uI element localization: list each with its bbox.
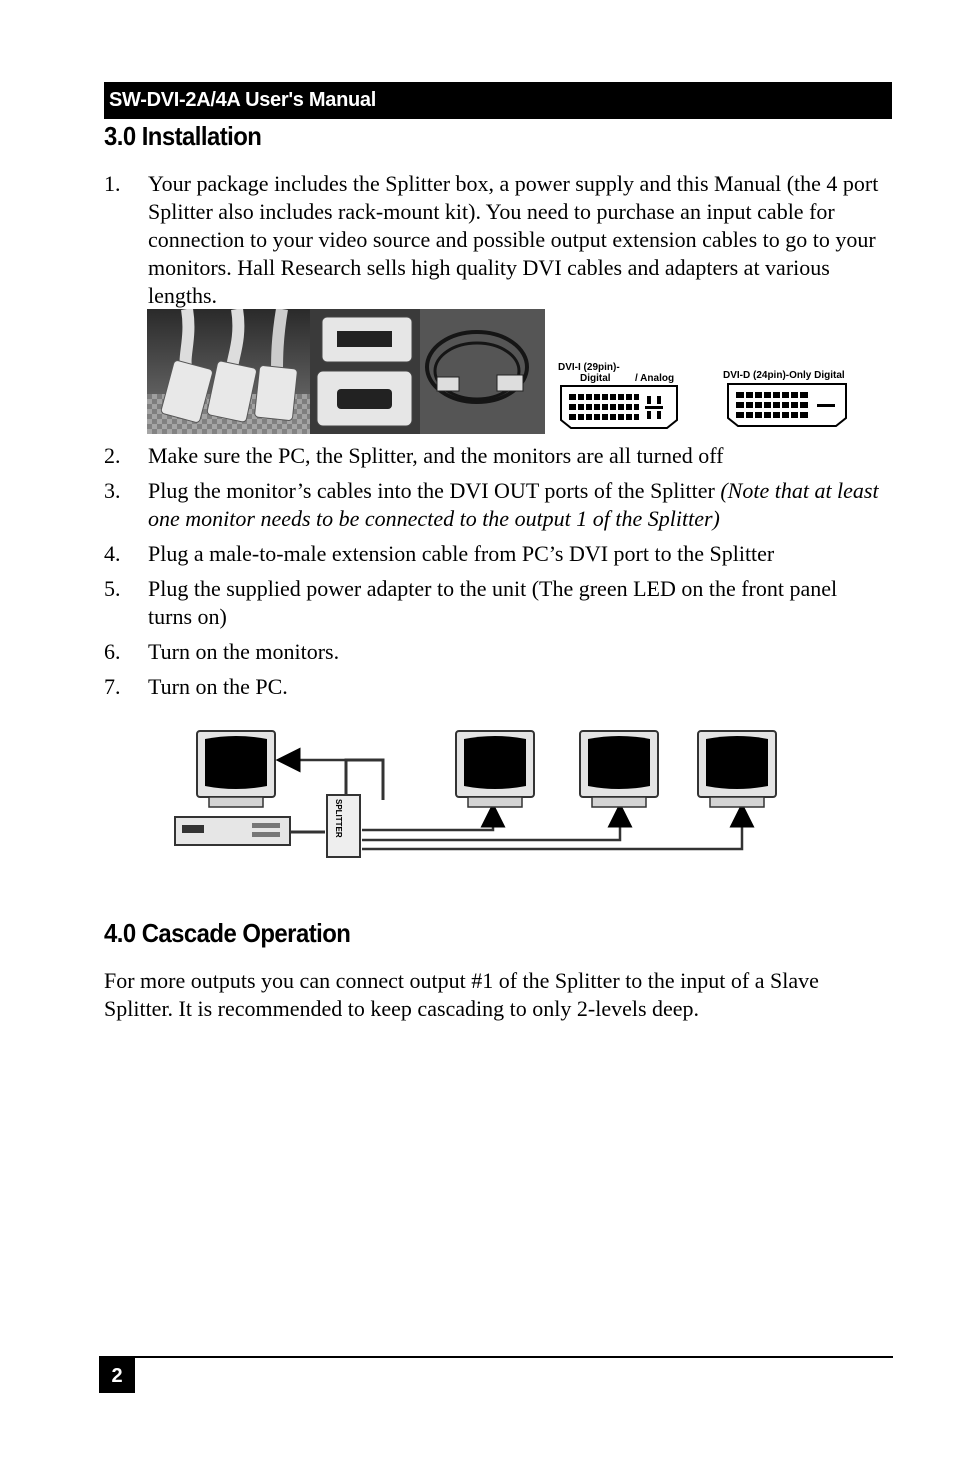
installation-steps-part-2 xyxy=(104,442,884,701)
step-number: 4. xyxy=(104,541,121,566)
step-number: 7. xyxy=(104,674,121,699)
dvi-d-label: DVI-D (24pin)-Only Digital xyxy=(723,370,845,381)
step-note: (Note that at least one monitor needs to be connected to the output 1 of the Splitter) xyxy=(148,478,879,531)
output-monitor-1 xyxy=(456,731,534,807)
step-number: 2. xyxy=(104,443,121,468)
output-monitor-2 xyxy=(580,731,658,807)
dvi-i-label-line1: DVI-I (29pin)- xyxy=(558,362,620,373)
page-number: 2 xyxy=(99,1358,135,1393)
step-number: 6. xyxy=(104,639,121,664)
cascade-heading: 4.0 Cascade Operation xyxy=(104,918,351,948)
step-text: Your package includes the Splitter box, a power supply and this Manual (the 4 port Splitter also includes rack-mount kit). You need to purchase an input cable for connection to your video source and possible output extension cables to go to your monitors. Hall Research sells high quality DVI cables and adapters at various lengths. xyxy=(148,171,879,308)
footer-rule xyxy=(99,1356,893,1358)
dvi-i-label-digital: Digital xyxy=(580,373,611,384)
list-item xyxy=(104,673,884,701)
installation-steps-part-1 xyxy=(104,170,884,310)
splitter-label: SPLITTER xyxy=(334,799,343,838)
step-text: Turn on the PC. xyxy=(148,674,288,699)
dvi-i-connector-diagram xyxy=(555,358,685,434)
step-text: Turn on the monitors. xyxy=(148,639,340,664)
connection-diagram xyxy=(170,725,785,870)
step-text: Make sure the PC, the Splitter, and the monitors are all turned off xyxy=(148,443,724,468)
list-item xyxy=(104,540,884,568)
list-item xyxy=(104,575,884,631)
cascade-paragraph: For more outputs you can connect output #1 of the Splitter to the input of a Slave Splitter. It is recommended to keep cascading to only 2-levels deep. xyxy=(104,968,819,1021)
splitter-box xyxy=(327,795,360,857)
dvi-d-connector-diagram xyxy=(722,366,862,432)
dvi-i-label-analog: / Analog xyxy=(635,373,675,384)
installation-heading: 3.0 Installation xyxy=(104,121,262,151)
step-text: Plug a male-to-male extension cable from PC’s DVI port to the Splitter xyxy=(148,541,775,566)
list-item xyxy=(104,477,884,533)
step-number: 3. xyxy=(104,478,121,503)
step-text: Plug the supplied power adapter to the unit (The green LED on the front panel turns on) xyxy=(148,576,838,629)
step-number: 1. xyxy=(104,171,121,196)
step-text: Plug the monitor’s cables into the DVI OUT ports of the Splitter xyxy=(148,478,721,503)
running-header: SW-DVI-2A/4A User's Manual xyxy=(104,82,892,119)
pc-box xyxy=(175,817,290,845)
list-item xyxy=(104,170,884,310)
list-item xyxy=(104,638,884,666)
list-item xyxy=(104,442,884,470)
output-monitor-3 xyxy=(698,731,776,807)
step-number: 5. xyxy=(104,576,121,601)
pc-monitor xyxy=(197,731,275,807)
dvi-cables-photo xyxy=(147,309,547,434)
